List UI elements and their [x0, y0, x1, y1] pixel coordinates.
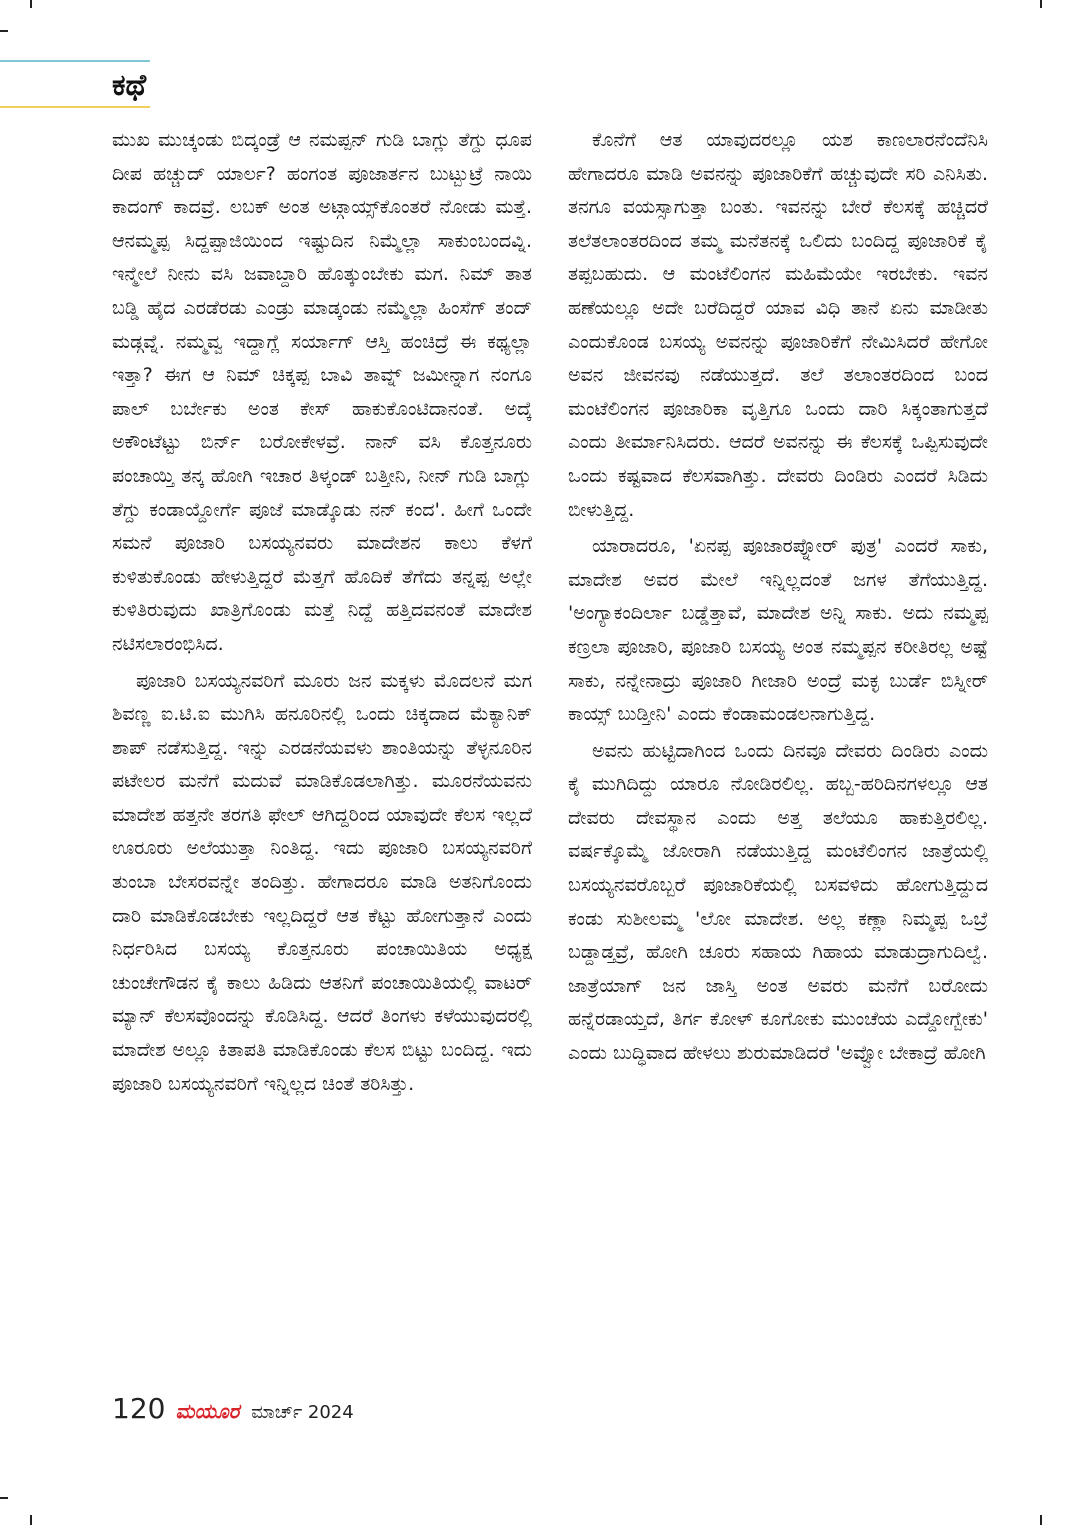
right-column [568, 124, 988, 1386]
page-footer [112, 1392, 354, 1432]
left-column [112, 124, 532, 1386]
header-rule-top [0, 60, 150, 62]
crop-mark-top-left [30, 0, 32, 8]
paragraph: ಅವನು ಹುಟ್ಟಿದಾಗಿಂದ ಒಂದು ದಿನವೂ ದೇವರು ದಿಂಡಿರು ಎಂದು ಕೈ ಮುಗಿದಿದ್ದು ಯಾರೂ ನೋಡಿರಲಿಲ್ಲ. ಹಬ್ಬ-ಹರಿದಿನಗಳಲ್ಲೂ ಆತ ದೇವರು ದೇವಸ್ಥಾನ ಎಂದು ಅತ್ತ ತಲೆಯೂ ಹಾಕುತ್ತಿರಲಿಲ್ಲ. ವರ್ಷಕ್ಕೊಮ್ಮೆ ಜೋರಾಗಿ ನಡೆಯುತ್ತಿದ್ದ ಮಂಟೆಲಿಂಗನ ಜಾತ್ರೆಯಲ್ಲಿ ಬಸಯ್ಯನವರೊಬ್ಬರೆ ಪೂಜಾರಿಕೆಯಲ್ಲಿ ಬಸವಳಿದು ಹೋಗುತ್ತಿದ್ದುದ ಕಂಡು ಸುಶೀಲಮ್ಮ 'ಲೋ ಮಾದೇಶ. ಅಲ್ಲ ಕಣ್ಲಾ ನಿಮ್ಮಪ್ಪ ಒಬ್ರೆ ಬಡ್ದಾಡ್ತವ್ರೆ, ಹೋಗಿ ಚೂರು ಸಹಾಯ ಗಿಹಾಯ ಮಾಡುದ್ರಾಗುದಿಲ್ವೆ. ಜಾತ್ರೆಯಾಗ್ ಜನ ಜಾಸ್ತಿ ಅಂತ ಅವರು ಮನೆಗೆ ಬರೋದು ಹನ್ನೆರಡಾಯ್ತದೆ, ತಿರ್ಗ ಕೋಳ್ ಕೂಗೋಕು ಮುಂಚೆಯ ಎದ್ದೋಗ್ಬೇಕು' ಎಂದು ಬುದ್ಧಿವಾದ ಹೇಳಲು ಶುರುಮಾಡಿದರೆ 'ಅವ್ವೋ ಬೇಕಾದ್ರೆ ಹೋಗಿ [568, 739, 988, 1065]
paragraph: ಕೊನೆಗೆ ಆತ ಯಾವುದರಲ್ಲೂ ಯಶ ಕಾಣಲಾರನೆಂದೆನಿಸಿ ಹೇಗಾದರೂ ಮಾಡಿ ಅವನನ್ನು ಪೂಜಾರಿಕೆಗೆ ಹಚ್ಚುವುದೇ ಸರಿ ಎನಿಸಿತು. ತನಗೂ ವಯಸ್ಸಾಗುತ್ತಾ ಬಂತು. ಇವನನ್ನು ಬೇರೆ ಕೆಲಸಕ್ಕೆ ಹಚ್ಚಿದರೆ ತಲೆತಲಾಂತರದಿಂದ ತಮ್ಮ ಮನೆತನಕ್ಕೆ ಒಲಿದು ಬಂದಿದ್ದ ಪೂಜಾರಿಕೆ ಕೈ ತಪ್ಪಬಹುದು. ಆ ಮಂಟೆಲಿಂಗನ ಮಹಿಮೆಯೇ ಇರಬೇಕು. ಇವನ ಹಣೆಯಲ್ಲೂ ಅದೇ ಬರೆದಿದ್ದರೆ ಯಾವ ವಿಧಿ ತಾನೆ ಏನು ಮಾಡೀತು ಎಂದುಕೊಂಡ ಬಸಯ್ಯ ಅವನನ್ನು ಪೂಜಾರಿಕೆಗೆ ನೇಮಿಸಿದರೆ ಹೇಗೋ ಅವನ ಜೀವನವು ನಡೆಯುತ್ತದೆ. ತಲೆ ತಲಾಂತರದಿಂದ ಬಂದ ಮಂಟೆಲಿಂಗನ ಪೂಜಾರಿಕಾ ವೃತ್ತಿಗೂ ಒಂದು ದಾರಿ ಸಿಕ್ಕಂತಾಗುತ್ತದೆ ಎಂದು ತೀರ್ಮಾನಿಸಿದರು. ಆದರೆ ಅವನನ್ನು ಈ ಕೆಲಸಕ್ಕೆ ಒಪ್ಪಿಸುವುದೇ ಒಂದು ಕಷ್ಟವಾದ ಕೆಲಸವಾಗಿತ್ತು. ದೇವರು ದಿಂಡಿರು ಎಂದರೆ ಸಿಡಿದು ಬೀಳುತ್ತಿದ್ದ. [568, 129, 988, 521]
page-number: 120 [112, 1392, 166, 1425]
section-label: ಕಥೆ [112, 68, 147, 103]
crop-mark-bottom-left [30, 1515, 32, 1525]
paragraph: ಮುಖ ಮುಚ್ಕಂಡು ಬಿದ್ಕಂಡ್ರೆ ಆ ನಮಪ್ಪನ್ ಗುಡಿ ಬಾಗ್ಲು ತೆಗ್ದು ಧೂಪ ದೀಪ ಹಚ್ಚುದ್ ಯಾರ್ಲ? ಹಂಗಂತ ಪೂಜಾರ್ತನ ಬುಟ್ಬುಟ್ರೆ ನಾಯಿ ಕಾದಂಗ್ ಕಾದವ್ರೆ. ಲಬಕ್ ಅಂತ ಅಟ್ಗಾಯ್ಸ್‌ಕೊಂತರೆ ನೋಡು ಮತ್ತೆ. ಆನಮ್ಮಪ್ಪ ಸಿದ್ದಪ್ಪಾಜಿಯಿಂದ ಇಷ್ಟುದಿನ ನಿಮ್ಮೆಲ್ಲಾ ಸಾಕುಂಬಂದವ್ನಿ. ಇನ್ಮೇಲೆ ನೀನು ವಸಿ ಜವಾಬ್ದಾರಿ ಹೊತ್ಕುಂಬೇಕು ಮಗ. ನಿಮ್ ತಾತ ಬಡ್ಡಿ ಹೈದ ಎರಡೆರಡು ಎಂಡ್ರು ಮಾಡ್ಕಂಡು ನಮ್ಮೆಲ್ಲಾ ಹಿಂಸೆಗ್ ತಂದ್ ಮಡ್ಗವ್ನೆ. ನಮ್ಮವ್ವ ಇದ್ದಾಗ್ಲೆ ಸರ್ಯಾಗ್ ಆಸ್ತಿ ಹಂಚಿದ್ರೆ ಈ ಕಥ್ಯಲ್ಲಾ ಇತ್ತಾ? ಈಗ ಆ ನಿಮ್ ಚಿಕ್ಕಪ್ಪ ಬಾವಿ ತಾವ್ನ್ ಜಮೀನ್ನಾಗ ನಂಗೂ ಪಾಲ್ ಬರ್ಬೇಕು ಅಂತ ಕೇಸ್ ಹಾಕುಕೊಂಟಿದಾನಂತೆ. ಅದ್ಕೆ ಅಕೌಂಟೆಟ್ಟು ಬಿರ್ನ್ ಬರೋಕೇಳವ್ರೆ. ನಾನ್ ವಸಿ ಕೊತ್ತನೂರು ಪಂಚಾಯ್ತಿ ತನ್ಕ ಹೋಗಿ ಇಚಾರ ತಿಳ್ಕಂಡ್ ಬತ್ತೀನಿ, ನೀನ್ ಗುಡಿ ಬಾಗ್ಲು ತೆಗ್ದು ಕಂಡಾಯ್ದೋರ್ಗೆ ಪೂಜೆ ಮಾಡ್ಕೊಡು ನನ್ ಕಂದ'. ಹೀಗೆ ಒಂದೇ ಸಮನೆ ಪೂಜಾರಿ ಬಸಯ್ಯನವರು ಮಾದೇಶನ ಕಾಲು ಕೆಳಗೆ ಕುಳಿತುಕೊಂಡು ಹೇಳುತ್ತಿದ್ದರೆ ಮೆತ್ತಗೆ ಹೊದಿಕೆ ತೆಗೆದು ತನ್ನಪ್ಪ ಅಲ್ಲೇ ಕುಳಿತಿರುವುದು ಖಾತ್ರಿಗೊಂಡು ಮತ್ತೆ ನಿದ್ದೆ ಹತ್ತಿದವನಂತೆ ಮಾದೇಶ ನಟಿಸಲಾರಂಭಿಸಿದ. [112, 129, 532, 655]
crop-mark-bottom-right [1040, 1515, 1042, 1525]
header-rule-bottom [0, 106, 150, 108]
crop-mark-bottom-left-h [0, 1497, 8, 1499]
crop-mark-top-left-h [0, 30, 8, 32]
crop-mark-top-right [1040, 0, 1042, 8]
issue-date: ಮಾರ್ಚ್ 2024 [251, 1402, 354, 1423]
paragraph: ಯಾರಾದರೂ, 'ಏನಪ್ಪ ಪೂಜಾರಪ್ನೋರ್ ಪುತ್ರ' ಎಂದರೆ ಸಾಕು, ಮಾದೇಶ ಅವರ ಮೇಲೆ ಇನ್ನಿಲ್ಲದಂತೆ ಜಗಳ ತೆಗೆಯುತ್ತಿದ್ದ. 'ಅಂಗ್ಯಾಕಂದಿರ್ಲಾ ಬಡ್ಡೆತ್ತಾವೆ, ಮಾದೇಶ ಅನ್ನಿ ಸಾಕು. ಅದು ನಮ್ಮಪ್ಪ ಕಣ್ರಲಾ ಪೂಜಾರಿ, ಪೂಜಾರಿ ಬಸಯ್ಯ ಅಂತ ನಮ್ಮಪ್ಪನ ಕರೀತಿರಲ್ಲ ಅಷ್ಟೆ ಸಾಕು, ನನ್ನೇನಾದ್ರು ಪೂಜಾರಿ ಗೀಜಾರಿ ಅಂದ್ರೆ ಮಕ್ಳ ಬುರ್ಡೆ ಬಿಸ್ನೀರ್ ಕಾಯ್ಸ್ ಬುಡ್ತೀನಿ' ಎಂದು ಕೆಂಡಾಮಂಡಲನಾಗುತ್ತಿದ್ದ. [568, 535, 988, 726]
magazine-logo: ಮಯೂರ [175, 1399, 240, 1423]
paragraph: ಪೂಜಾರಿ ಬಸಯ್ಯನವರಿಗೆ ಮೂರು ಜನ ಮಕ್ಕಳು ಮೊದಲನೆ ಮಗ ಶಿವಣ್ಣ ಐ.ಟಿ.ಐ ಮುಗಿಸಿ ಹನೂರಿನಲ್ಲಿ ಒಂದು ಚಿಕ್ಕದಾದ ಮೆಕ್ಯಾನಿಕ್ ಶಾಪ್ ನಡೆಸುತ್ತಿದ್ದ. ಇನ್ನು ಎರಡನೆಯವಳು ಶಾಂತಿಯನ್ನು ತೆಳ್ಳನೂರಿನ ಪಟೇಲರ ಮನೆಗೆ ಮದುವೆ ಮಾಡಿಕೊಡಲಾಗಿತ್ತು. ಮೂರನೆಯವನು ಮಾದೇಶ ಹತ್ತನೇ ತರಗತಿ ಫೇಲ್ ಆಗಿದ್ದರಿಂದ ಯಾವುದೇ ಕೆಲಸ ಇಲ್ಲದೆ ಊರೂರು ಅಲೆಯುತ್ತಾ ನಿಂತಿದ್ದ. ಇದು ಪೂಜಾರಿ ಬಸಯ್ಯನವರಿಗೆ ತುಂಬಾ ಬೇಸರವನ್ನೇ ತಂದಿತ್ತು. ಹೇಗಾದರೂ ಮಾಡಿ ಅತನಿಗೊಂದು ದಾರಿ ಮಾಡಿಕೊಡಬೇಕು ಇಲ್ಲದಿದ್ದರೆ ಆತ ಕೆಟ್ಟು ಹೋಗುತ್ತಾನೆ ಎಂದು ನಿರ್ಧರಿಸಿದ ಬಸಯ್ಯ ಕೊತ್ತನೂರು ಪಂಚಾಯಿತಿಯ ಅಧ್ಯಕ್ಷ ಚುಂಚೇಗೌಡನ ಕೈ ಕಾಲು ಹಿಡಿದು ಆತನಿಗೆ ಪಂಚಾಯಿತಿಯಲ್ಲಿ ವಾಟರ್ ಮ್ಯಾನ್ ಕೆಲಸವೊಂದನ್ನು ಕೊಡಿಸಿದ್ದ. ಆದರೆ ತಿಂಗಳು ಕಳೆಯುವುದರಲ್ಲಿ ಮಾದೇಶ ಅಲ್ಲೂ ಕಿತಾಪತಿ ಮಾಡಿಕೊಂಡು ಕೆಲಸ ಬಿಟ್ಟು ಬಂದಿದ್ದ. ಇದು ಪೂಜಾರಿ ಬಸಯ್ಯನವರಿಗೆ ಇನ್ನಿಲ್ಲದ ಚಿಂತೆ ತರಿಸಿತ್ತು. [112, 669, 532, 1095]
